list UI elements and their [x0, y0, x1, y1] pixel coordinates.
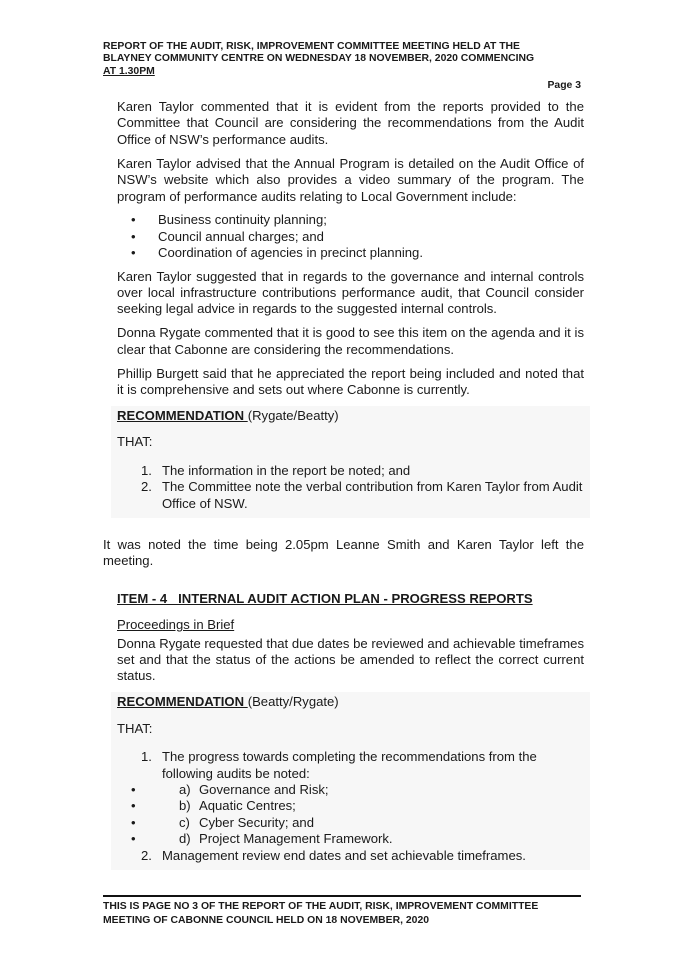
that-label: THAT: [117, 720, 153, 736]
list-item: • Business continuity planning; [117, 212, 584, 228]
recommendation-block-2 [111, 692, 590, 870]
report-header [103, 41, 583, 78]
noted-paragraph: It was noted the time being 2.05pm Leanne Smith and Karen Taylor left the meeting. [103, 537, 584, 569]
sub-list-item [117, 798, 584, 814]
document-body [103, 99, 584, 870]
paragraph: Karen Taylor advised that the Annual Program is detailed on the Audit Office of NSW’s website which also provides a video summary of the program. The program of performance audits relating to Local Government include: [117, 155, 584, 204]
recommendation-title: RECOMMENDATION [117, 694, 248, 710]
paragraph: Karen Taylor suggested that in regards to the governance and internal controls over local infrastructure contributions performance audit, that Council consider seeking legal advice in regards to the suggested internal controls. [117, 268, 584, 317]
list-item [117, 479, 584, 512]
sub-item-text: Aquatic Centres; [199, 798, 296, 814]
recommendation-list [117, 463, 584, 512]
header-line-3: AT 1.30PM [103, 65, 155, 77]
bullet-list [117, 212, 584, 261]
sub-item-letter: • d) [179, 831, 191, 847]
sub-item-letter: • a) [179, 782, 191, 797]
recommendation-movers: (Beatty/Rygate) [247, 694, 339, 710]
header-line-1: REPORT OF THE AUDIT, RISK, IMPROVEMENT COMMITTEE MEETING HELD AT THE [103, 41, 520, 52]
header-line-2: BLAYNEY COMMUNITY CENTRE ON WEDNESDAY 18 NOVEMBER, 2020 COMMENCING [103, 53, 535, 65]
item-text: Management review end dates and set achievable timeframes. [162, 847, 526, 863]
recommendation-block-1 [111, 406, 590, 518]
page-footer [103, 900, 583, 927]
sub-list-item [117, 815, 584, 831]
recommendation-title: RECOMMENDATION [117, 408, 248, 423]
sub-item-text: Governance and Risk; [199, 782, 329, 797]
list-item [117, 463, 584, 479]
paragraph: Phillip Burgett said that he appreciated the report being included and noted that it is comprehensive and sets out where Cabonne is currently. [117, 365, 584, 398]
item-text: The information in the report be noted; and [162, 462, 411, 478]
sub-list-item [117, 782, 584, 798]
item-number: 2. [141, 479, 152, 495]
item-text: The progress towards completing the recommendations from the following audits be noted: [162, 749, 537, 781]
item-number: 1. [141, 749, 152, 765]
recommendation-list [117, 749, 584, 864]
sub-list-item [117, 831, 584, 847]
that-label: THAT: [117, 434, 153, 450]
footer-line-1: THIS IS PAGE NO 3 OF THE REPORT OF THE AUDIT, RISK, IMPROVEMENT COMMITTEE [103, 901, 539, 912]
recommendation-movers: (Rygate/Beatty) [247, 408, 339, 423]
sub-item-letter: • b) [179, 798, 191, 814]
paragraph: Donna Rygate commented that it is good to see this item on the agenda and it is clear that Cabonne are considering the recommendations. [117, 325, 584, 357]
list-item: • Council annual charges; and [117, 229, 584, 245]
item-text: The Committee note the verbal contribution from Karen Taylor from Audit Office of NSW. [162, 479, 583, 511]
recommendation-heading [117, 408, 584, 424]
sub-item-text: Cyber Security; and [199, 814, 314, 830]
item-4-title: ITEM - 4 INTERNAL AUDIT ACTION PLAN - PROGRESS REPORTS [117, 590, 533, 606]
item-number: 2. [141, 847, 152, 863]
footer-rule [103, 895, 581, 897]
recommendation-heading [117, 694, 584, 710]
list-item [117, 848, 584, 864]
footer-line-2: MEETING OF CABONNE COUNCIL HELD ON 18 NOVEMBER, 2020 [103, 914, 430, 926]
sub-item-text: Project Management Framework. [199, 831, 393, 847]
list-item [117, 749, 584, 847]
sub-list [117, 782, 584, 848]
proceedings-heading: Proceedings in Brief [117, 617, 235, 633]
paragraph: Donna Rygate requested that due dates be reviewed and achievable timeframes set and that the status of the actions be amended to reflect the correct current status. [117, 635, 584, 684]
paragraph: Karen Taylor commented that it is evident from the reports provided to the Committee that Council are considering the recommendations from the Audit Office of NSW’s performance audits. [117, 99, 584, 147]
page-number: Page 3 [547, 80, 581, 91]
item-number: 1. [141, 462, 152, 478]
sub-item-letter: • c) [179, 814, 190, 830]
list-item: • Coordination of agencies in precinct planning. [117, 245, 584, 261]
